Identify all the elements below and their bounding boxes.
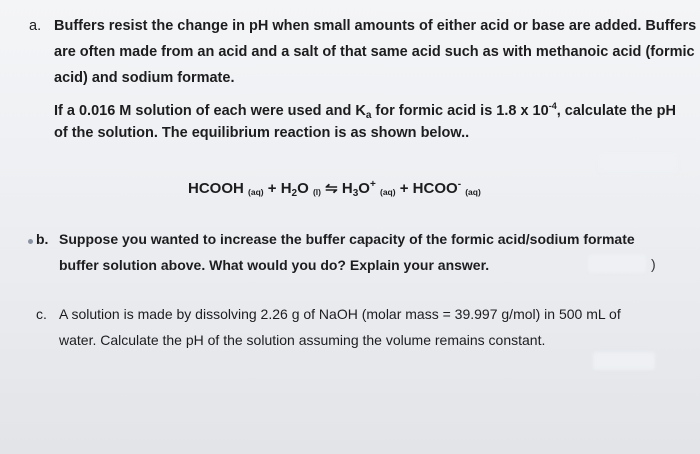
exponent-superscript: -4 [548, 101, 557, 111]
equilibrium-equation [188, 176, 481, 203]
question-a-line-4-mid: for formic acid is 1.8 x 10 [371, 103, 549, 119]
question-b-label: b. [36, 231, 49, 247]
question-a-line-5: of the solution. The equilibrium reaction is as shown below.. [54, 125, 470, 141]
question-a-line-3: acid) and sodium formate. [54, 70, 235, 86]
eq-formate: + HCOO [395, 180, 458, 197]
eq-hydronium-subscript: 3 [352, 188, 359, 199]
question-a-line-1: Buffers resist the change in pH when small amounts of either acid or base are added. Buffers [54, 18, 697, 34]
eq-hydronium-charge: + [369, 179, 376, 190]
eq-state-aq-2: (aq) [379, 187, 396, 197]
question-b-line-2: buffer solution above. What would you do? Explain your answer. [59, 257, 490, 273]
question-a-line-2: are often made from an acid and a salt of that same acid such as with methanoic acid (formic [54, 44, 695, 60]
question-a-line-4-suffix: , calculate the pH [556, 103, 676, 119]
eq-state-aq-1: (aq) [248, 187, 264, 197]
eq-water-o: O [297, 180, 309, 197]
eq-hydronium: H [337, 180, 353, 197]
stray-parenthesis: ) [651, 256, 656, 272]
question-c-line-1: A solution is made by dissolving 2.26 g of NaOH (molar mass = 39.997 g/mol) in 500 mL of [59, 306, 621, 322]
eq-hcooh: HCOOH [188, 180, 244, 197]
question-a-line-4-prefix: If a 0.016 M solution of each were used and K [54, 103, 366, 119]
eq-hydronium-o: O [358, 180, 370, 197]
eq-formate-charge: - [457, 179, 462, 190]
question-b-line-1: Suppose you wanted to increase the buffer capacity of the formic acid/sodium formate [59, 231, 635, 247]
equilibrium-arrow-icon: ⇋ [325, 180, 338, 197]
question-a-line-4 [54, 97, 676, 125]
question-c-label: c. [36, 306, 47, 322]
ka-subscript: a [365, 110, 372, 121]
bullet-dot-icon [28, 239, 33, 244]
eq-plus-water: + H [263, 180, 292, 197]
question-a-label: a. [29, 18, 42, 34]
glare-patch [593, 352, 655, 370]
eq-state-aq-3: (aq) [465, 187, 481, 197]
question-c-line-2: water. Calculate the pH of the solution assuming the volume remains constant. [59, 332, 546, 348]
glare-patch [588, 255, 646, 273]
eq-water-subscript: 2 [291, 188, 298, 199]
glare-patch [598, 152, 678, 172]
eq-state-l: (l) [312, 187, 321, 197]
